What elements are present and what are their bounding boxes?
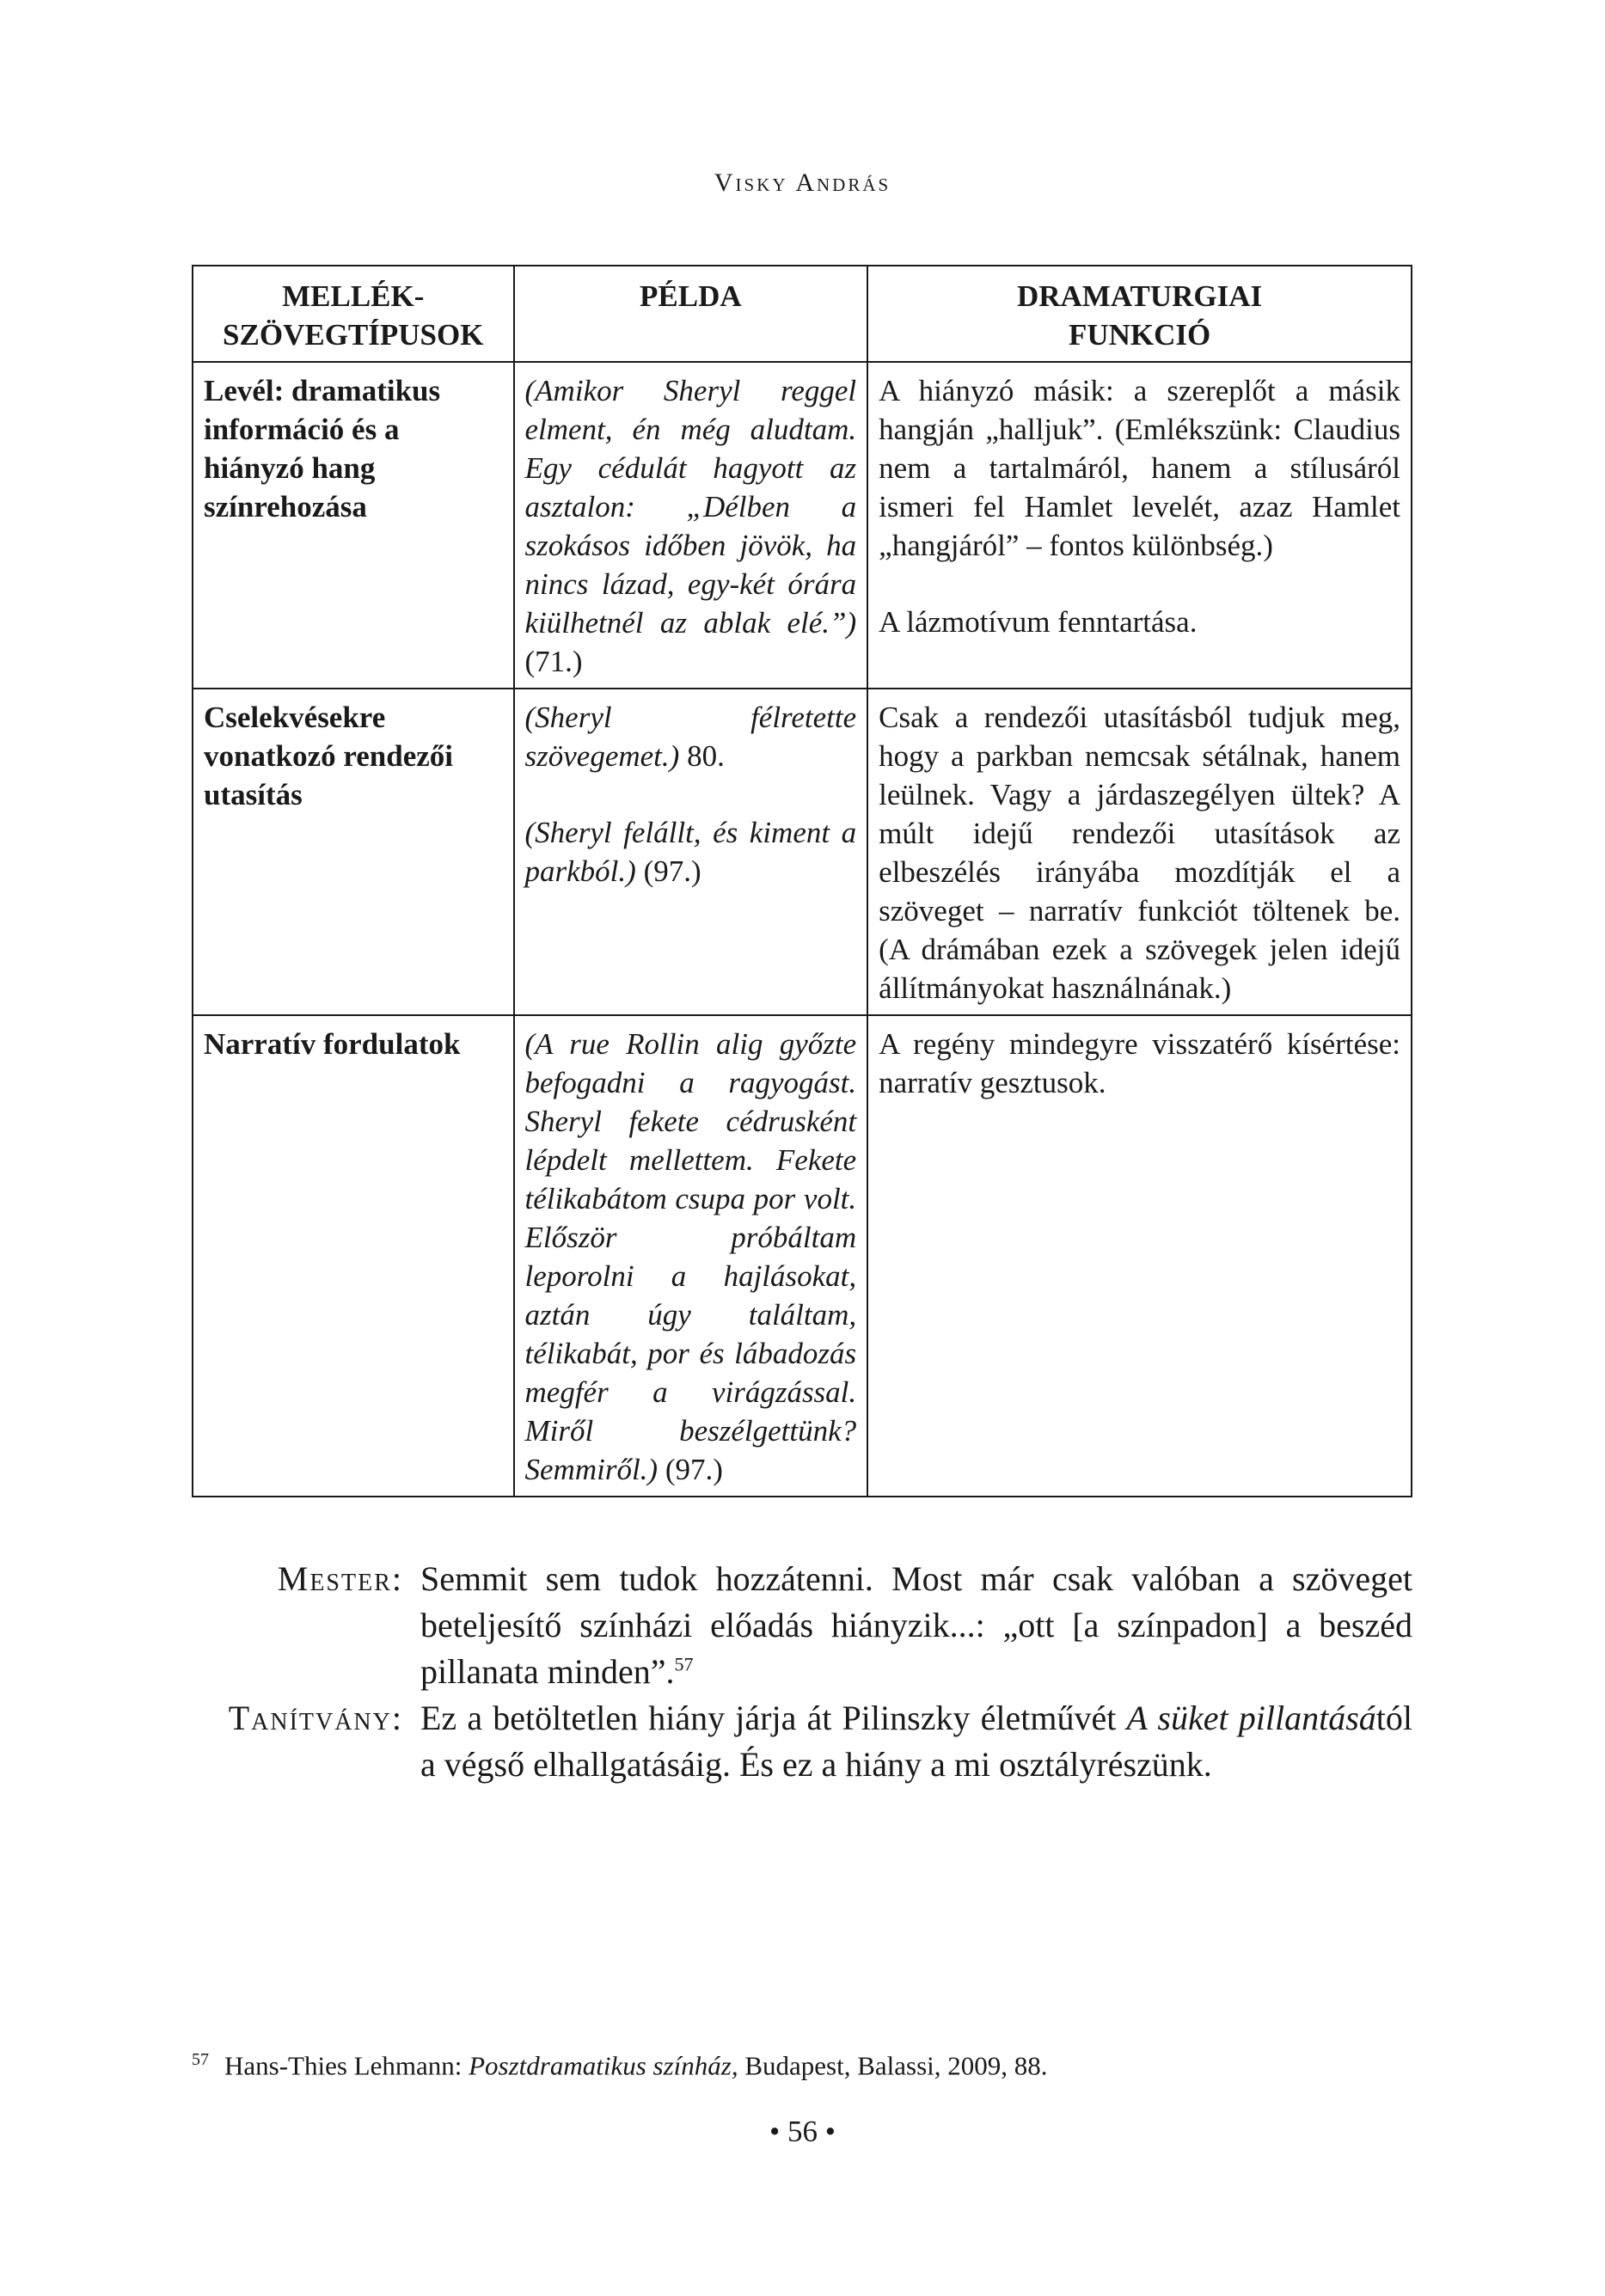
row2-function-cell: Csak a rendezői utasításból tudjuk meg, hogy a parkban nemcsak sétálnak, hanem leülnek. Vagy a járdaszegélyen ültek? A múlt idejű rendezői utasítások az elbeszélés irányába mozdítják el a szöveget – narratív funkciót töltenek be. (A drámában ezek a szövegek jelen idejű állítmányokat használnának.) [867, 689, 1412, 1015]
header-dramaturgical-function [867, 266, 1412, 362]
speech-master-text: Semmit sem tudok hozzátenni. Most már csak valóban a szöveget beteljesítő színházi előadás hiányzik...: „ott [a színpadon] a beszéd pillanata minden”. [420, 1559, 1412, 1691]
header-text-types-line2: SZÖVEGTÍPUSOK [223, 318, 484, 352]
header-function-line1: DRAMATURGIAI [1016, 279, 1263, 313]
speech-master [420, 1556, 1412, 1695]
row2-example2-text: (Sheryl felállt, és kiment a parkból.) [524, 816, 857, 888]
row1-function-p2: A lázmotívum fenntartása. [879, 605, 1198, 639]
row1-type-cell: Levél: dramatikus információ és a hiányzó hang színrehozása [193, 362, 514, 689]
speaker-master: Mester: [277, 1559, 403, 1598]
header-example: PÉLDA [514, 266, 868, 362]
speech-disciple [420, 1695, 1412, 1788]
row2-type-cell: Cselekvésekre vonatkozó rendezői utasítás [193, 689, 514, 1015]
row2-example1-text: (Sheryl félretette szövegemet.) [524, 701, 857, 773]
speaker-disciple: Tanítvány: [228, 1699, 403, 1737]
row1-function-p1: A hiányzó másik: a szereplőt a másik hangján „halljuk”. (Emlékszünk: Claudius nem a tartalmáról, hanem a stílusáról ismeri fel Hamlet levelét, azaz Hamlet „hangjáról” – fontos különbség.) [879, 374, 1400, 562]
row1-example-cell [514, 362, 868, 689]
header-text-types-line1: MELLÉK- [282, 279, 425, 313]
dialogue-entry-master [192, 1556, 1412, 1695]
header-text-types [193, 266, 514, 362]
speech-disciple-text-after: tól a végső elhallgatásáig. És ez a hiány a mi osztályrészünk. [420, 1699, 1412, 1784]
table-row [193, 689, 1412, 1015]
table-header-row [193, 266, 1412, 362]
footnote-publication: Budapest, Balassi, 2009, 88. [738, 2050, 1048, 2081]
row3-function-cell: A regény mindegyre visszatérő kísértése: narratív gesztusok. [867, 1015, 1412, 1497]
row1-example-ref: (71.) [524, 645, 583, 678]
footnote-author: Hans-Thies Lehmann: [224, 2050, 469, 2081]
speech-disciple-text-before: Ez a betöltetlen hiány járja át Pilinszky életművét [420, 1699, 1127, 1737]
page-number: • 56 • [769, 2115, 836, 2148]
row2-example2-ref: (97.) [635, 854, 701, 888]
footnote-ref-57[interactable]: 57 [674, 1653, 694, 1675]
row3-example-cell [514, 1015, 868, 1497]
dialogue [192, 1556, 1412, 1788]
text-types-table [192, 265, 1412, 1497]
row3-example-text: (A rue Rollin alig győzte befogadni a ragyogást. Sheryl fekete cédrusként lépdelt mellettem. Fekete télikabátom csupa por volt. Először próbáltam leporolni a hajlásokat, aztán úgy találtam, télikabát, por és lábadozás megfér a virágzással. Miről beszélgettünk? Semmiről.) [524, 1027, 857, 1486]
footnote-title: Posztdramatikus színház, [469, 2050, 738, 2081]
footnote-number: 57 [192, 2050, 209, 2069]
row2-example1-ref: 80. [679, 739, 725, 773]
header-function-line2: FUNKCIÓ [1068, 318, 1211, 352]
row1-example-text: (Amikor Sheryl reggel elment, én még aludtam. Egy cédulát hagyott az asztalon: „Délben a szokásos időben jövök, ha nincs lázad, egy-két órára kiülhetnél az ablak elé.”) [524, 374, 857, 640]
footnote-57 [192, 2042, 1412, 2083]
speech-disciple-italic-title: A süket pillantásá [1126, 1699, 1376, 1737]
row2-example-cell [514, 689, 868, 1015]
row3-example-ref: (97.) [658, 1453, 723, 1486]
dialogue-entry-disciple [192, 1695, 1412, 1788]
row1-function-cell [867, 362, 1412, 689]
table-row [193, 362, 1412, 689]
running-head: Visky András [714, 168, 891, 197]
row3-type-cell: Narratív fordulatok [193, 1015, 514, 1497]
table-row [193, 1015, 1412, 1497]
